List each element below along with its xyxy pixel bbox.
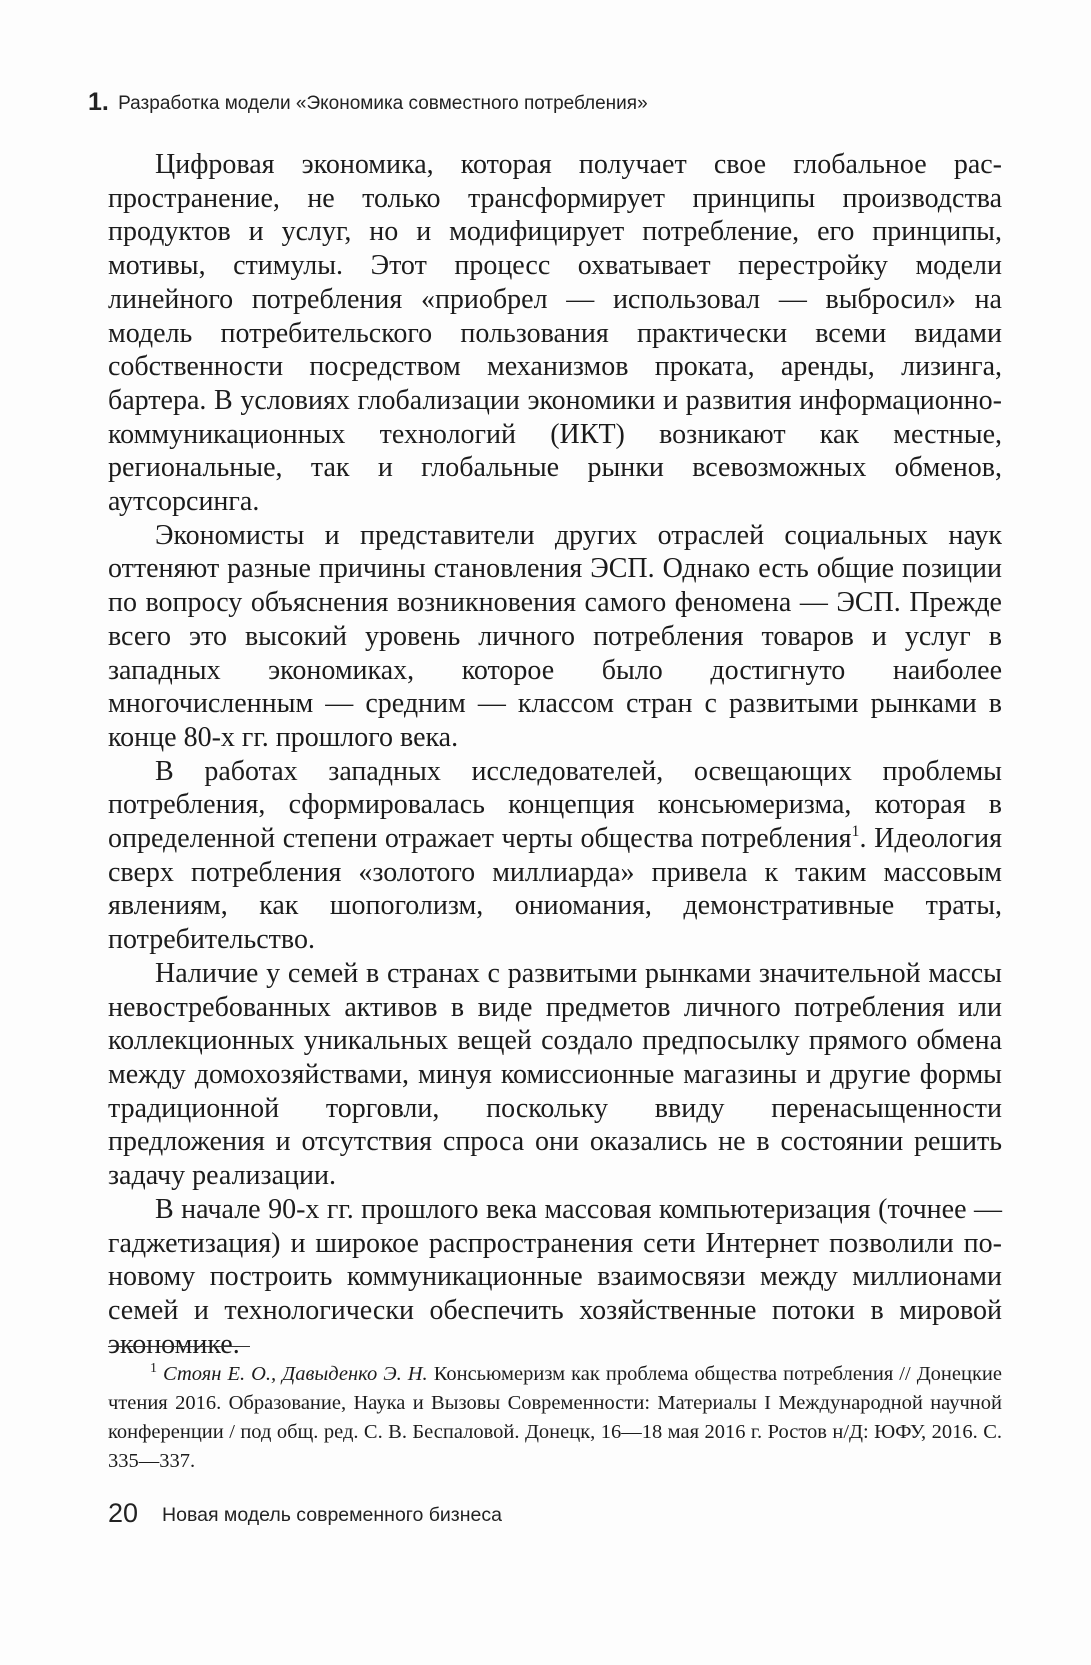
chapter-number: 1. [88,88,109,116]
paragraph: Экономисты и представители других отраслей социальных наук оттеняют разные причины становления ЭСП. Однако есть общие позиции по вопросу объяснения возникновения самого феномена — ЭСП. Прежде всего это высокий уровень личного потребления товаров и услуг в западных экономиках, которое было достигнуто наиболее многочисленным — средним — классом стран с развитыми рынками в конце 80-х гг. прошлого века. [108,519,1002,753]
paragraph [108,755,1002,957]
footnote-authors: Стоян Е. О., Давыденко Э. Н. [163,1363,428,1385]
footnote-divider [108,1346,250,1347]
running-footer [108,1498,1008,1529]
footnote-text: Консьюмеризм как проблема общества потребления // Донецкие чтения 2016. Образование, Наука и Вызовы Современности: Материалы I Международной научной конференции / под общ. ред. С. В. Беспаловой. Донецк, 16—18 мая 2016 г. Ростов н/Д: ЮФУ, 2016. С. 335—337. [108,1363,1002,1472]
paragraph-text: В работах западных исследователей, освещающих проблемы потребления, сформировалась концепция консьюмеризма, которая в определенной степени отражает черты общества потребления [108,755,1002,855]
page-number: 20 [108,1498,139,1528]
paragraph: В начале 90-х гг. прошлого века массовая компьютеризация (точнее — гаджетизация) и широкое распространения сети Интернет позволили по-новому построить коммуникационные взаимосвязи между миллионами семей и технологически обеспечить хозяйственные потоки в мировой экономике. [108,1193,1002,1360]
paragraph: Наличие у семей в странах с развитыми рынками значительной массы невостребованных активов в виде предметов личного потребления или коллекционных уникальных вещей создало предпосылку прямого обмена между домохозяйствами, минуя комиссионные магазины и другие формы традиционной торговли, поскольку ввиду перенасыщенности предложения и отсутствия спроса они оказались не в состоянии решить задачу реализации. [108,957,1002,1192]
chapter-title: Разработка модели «Экономика совместного потребления» [118,93,648,114]
paragraph-text-continuation: . Идеология сверх потребления «золотого миллиарда» привела к таким массовым явлениям, как шопоголизм, ониомания, демонстративные траты, потребительство. [108,823,1002,956]
book-title: Новая модель современного бизнеса [162,1504,502,1526]
body-text [108,148,1002,1361]
footnote [108,1360,1002,1476]
running-header [88,88,1008,117]
footnote-marker: 1 [150,1361,157,1376]
paragraph: Цифровая экономика, которая получает свое глобальное распространение, не только трансформирует принципы производства продуктов и услуг, но и модифицирует потребление, его принципы, мотивы, стимулы. Этот процесс охватывает перестройку модели линейного потребления «приобрел — использовал — выбросил» на модель потребительского пользования практически всеми видами собственности посредством механизмов проката, аренды, лизинга, бартера. В условиях глобализации экономики и развития информационно-коммуникационных технологий (ИКТ) возникают как местные, региональные, так и глобальные рынки всевозможных обменов, аутсорсинга. [108,149,1002,518]
footnote-reference: 1 [851,823,860,841]
